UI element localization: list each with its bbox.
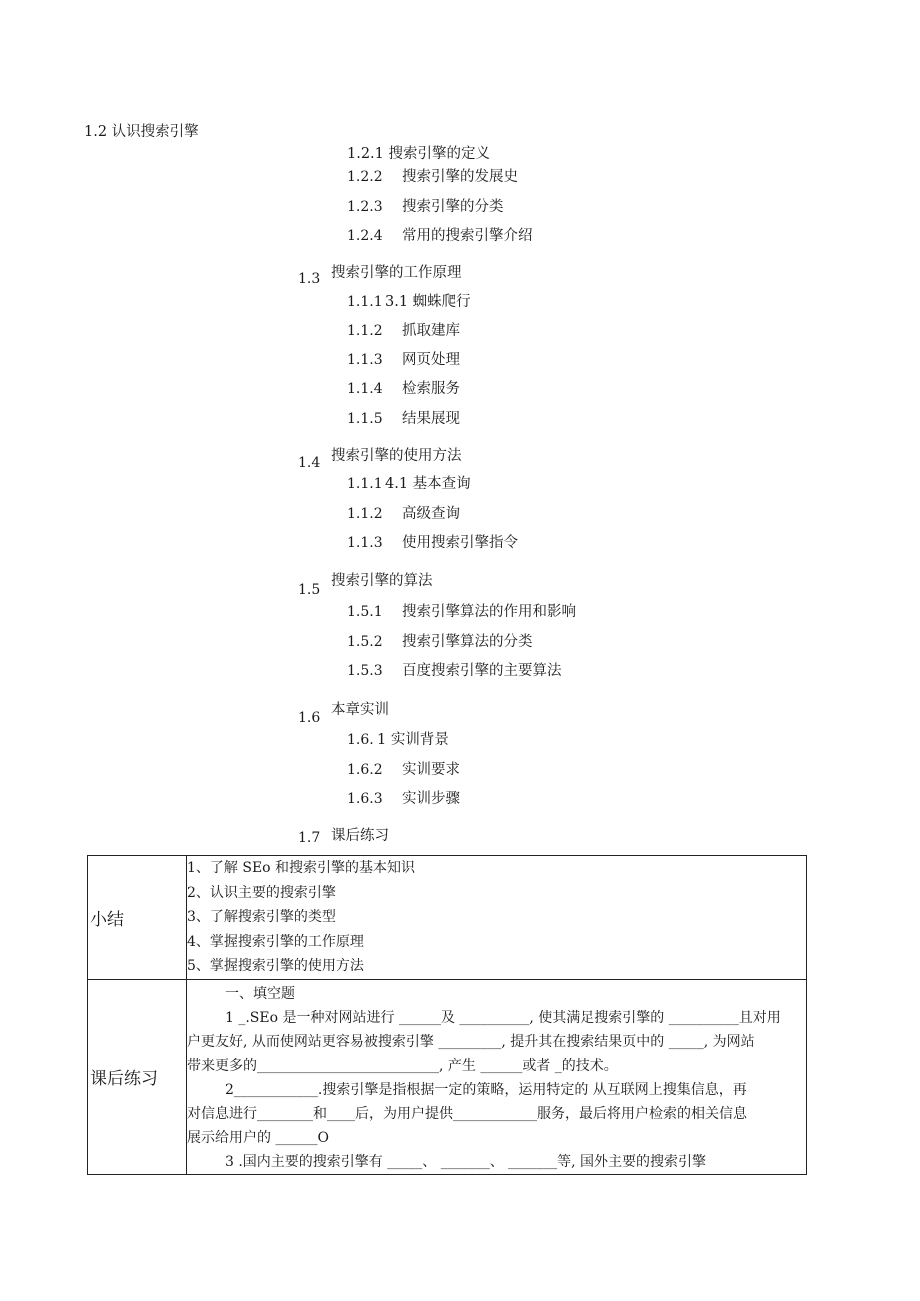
- toc-item-title: 实训要求: [402, 762, 460, 778]
- toc-item-title: 抓取建库: [402, 323, 460, 339]
- toc-item-1-2-4: [347, 224, 533, 245]
- toc-item-title: 3.1 蜘蛛爬行: [385, 294, 471, 310]
- toc-item-number: 1.2.3: [347, 199, 383, 215]
- toc-item-number: 1.1.1: [347, 476, 383, 492]
- toc-item-1-6-2: [347, 758, 460, 779]
- toc-item-number: 1.5.3: [347, 663, 383, 679]
- toc-item-title: 搜索引擎算法的作用和影响: [402, 604, 576, 620]
- toc-item-number: 1.6.3: [347, 791, 383, 807]
- exercise-heading: 一、填空题: [225, 985, 295, 1002]
- summary-line: 3、了解搜索引擎的类型: [187, 909, 336, 925]
- toc-item-1-3-5: [347, 407, 460, 428]
- summary-content: [187, 856, 807, 980]
- toc-item-1-5-2: [347, 630, 533, 651]
- toc-item-number: 1.6.: [347, 732, 374, 748]
- toc-item-1-4-1: [347, 472, 471, 493]
- toc-item-title: 1 实训背景: [377, 732, 449, 748]
- summary-line: 1、了解 SEo 和搜索引擎的基本知识: [187, 860, 416, 876]
- toc-item-1-4-2: [347, 502, 460, 523]
- toc-item-1-5-1: [347, 600, 576, 621]
- section-title-1-5: 搜索引擎的算法: [331, 573, 433, 589]
- section-number-1-6: 1.6: [298, 710, 321, 726]
- exercise-line: 对信息进行________和____后，为用户提供____________服务，最后将用户检索的相关信息: [187, 1105, 747, 1122]
- summary-label: 小结: [88, 856, 187, 980]
- toc-item-number: 1.1.3: [347, 535, 383, 551]
- toc-item-title: 使用搜索引擎指令: [402, 535, 518, 551]
- section-number-1-3: 1.3: [298, 271, 321, 287]
- toc-item-1-6-3: [347, 787, 460, 808]
- exercise-line: 2____________.搜索引擎是指根据一定的策略，运用特定的 从互联网上搜集信息，再: [225, 1081, 747, 1098]
- toc-item-title: 高级查询: [402, 506, 460, 522]
- exercises-row: [88, 979, 807, 1174]
- toc-item-1-5-3: [347, 659, 562, 680]
- section-title-1-4: 搜索引擎的使用方法: [331, 448, 462, 464]
- exercises-label: 课后练习: [88, 979, 187, 1174]
- toc-item-number: 1.2.4: [347, 228, 383, 244]
- toc-item-1-2-3: [347, 195, 504, 216]
- toc-item-number: 1.1.2: [347, 506, 383, 522]
- toc-item-title: 搜索引擎算法的分类: [402, 634, 533, 650]
- exercise-line: 户更友好, 从而使网站更容易被搜索引擎 _________, 提升其在搜索结果页中的 _____, 为网站: [187, 1033, 755, 1050]
- toc-item-number: 1.1.4: [347, 381, 383, 397]
- summary-row: [88, 856, 807, 980]
- toc-item-1-6-1: [347, 728, 449, 749]
- toc-item-title: 常用的搜索引擎介绍: [402, 228, 533, 244]
- summary-line: 2、认识主要的搜索引擎: [187, 884, 336, 901]
- summary-table: [87, 855, 807, 1175]
- exercise-line: 3 .国内主要的搜索引擎有 _____、 _______、 _______等, 国外主要的搜索引擎: [225, 1153, 707, 1170]
- toc-item-title: 结果展现: [402, 411, 460, 427]
- section-title-1-3: 搜索引擎的工作原理: [331, 265, 462, 281]
- section-number-1-4: 1.4: [298, 455, 321, 471]
- section-number-1-5: 1.5: [298, 582, 321, 598]
- toc-item-1-3-2: [347, 319, 460, 340]
- toc-item-1-3-1: [347, 290, 471, 311]
- toc-item-1-3-3: [347, 348, 460, 369]
- toc-item-title: 搜索引擎的定义: [388, 146, 491, 162]
- toc-item-number: 1.2.1: [347, 146, 384, 162]
- section-title-1-6: 本章实训: [331, 702, 389, 718]
- exercise-line: 1 _.SEo 是一种对网站进行 ______及 __________, 使其满足搜索引擎的 __________且对用: [225, 1009, 781, 1026]
- toc-item-title: 搜索引擎的分类: [402, 199, 504, 215]
- exercise-line: 带来更多的__________________________, 产生 ______或者 _的技术。: [187, 1057, 618, 1074]
- toc-item-title: 百度搜索引擎的主要算法: [402, 663, 562, 679]
- toc-item-1-2-2: [347, 165, 518, 186]
- toc-item-number: 1.5.2: [347, 634, 383, 650]
- toc-item-title: 实训步骤: [402, 791, 460, 807]
- toc-item-number: 1.1.2: [347, 323, 383, 339]
- exercise-line: 展示给用户的 ______O: [187, 1129, 329, 1146]
- exercises-content: [187, 979, 807, 1174]
- toc-item-1-4-3: [347, 531, 518, 552]
- toc-item-number: 1.1.5: [347, 411, 383, 427]
- toc-item-title: 搜索引擎的发展史: [402, 169, 518, 185]
- toc-item-number: 1.5.1: [347, 604, 383, 620]
- section-number-1-7: 1.7: [298, 830, 321, 846]
- toc-item-title: 检索服务: [402, 381, 460, 397]
- summary-line: 5、掌握搜索引擎的使用方法: [187, 958, 364, 974]
- toc-item-number: 1.1.1: [347, 294, 383, 310]
- toc-item-title: 4.1 基本查询: [385, 476, 471, 492]
- toc-item-number: 1.1.3: [347, 352, 383, 368]
- section-title-1-7: 课后练习: [331, 828, 389, 844]
- page-heading: 1.2 认识搜索引擎: [84, 124, 199, 140]
- toc-item-number: 1.6.2: [347, 762, 383, 778]
- summary-line: 4、掌握搜索引擎的工作原理: [187, 933, 364, 950]
- toc-item-1-2-1: [347, 142, 490, 163]
- toc-item-title: 网页处理: [402, 352, 460, 368]
- toc-item-number: 1.2.2: [347, 169, 383, 185]
- toc-item-1-3-4: [347, 377, 460, 398]
